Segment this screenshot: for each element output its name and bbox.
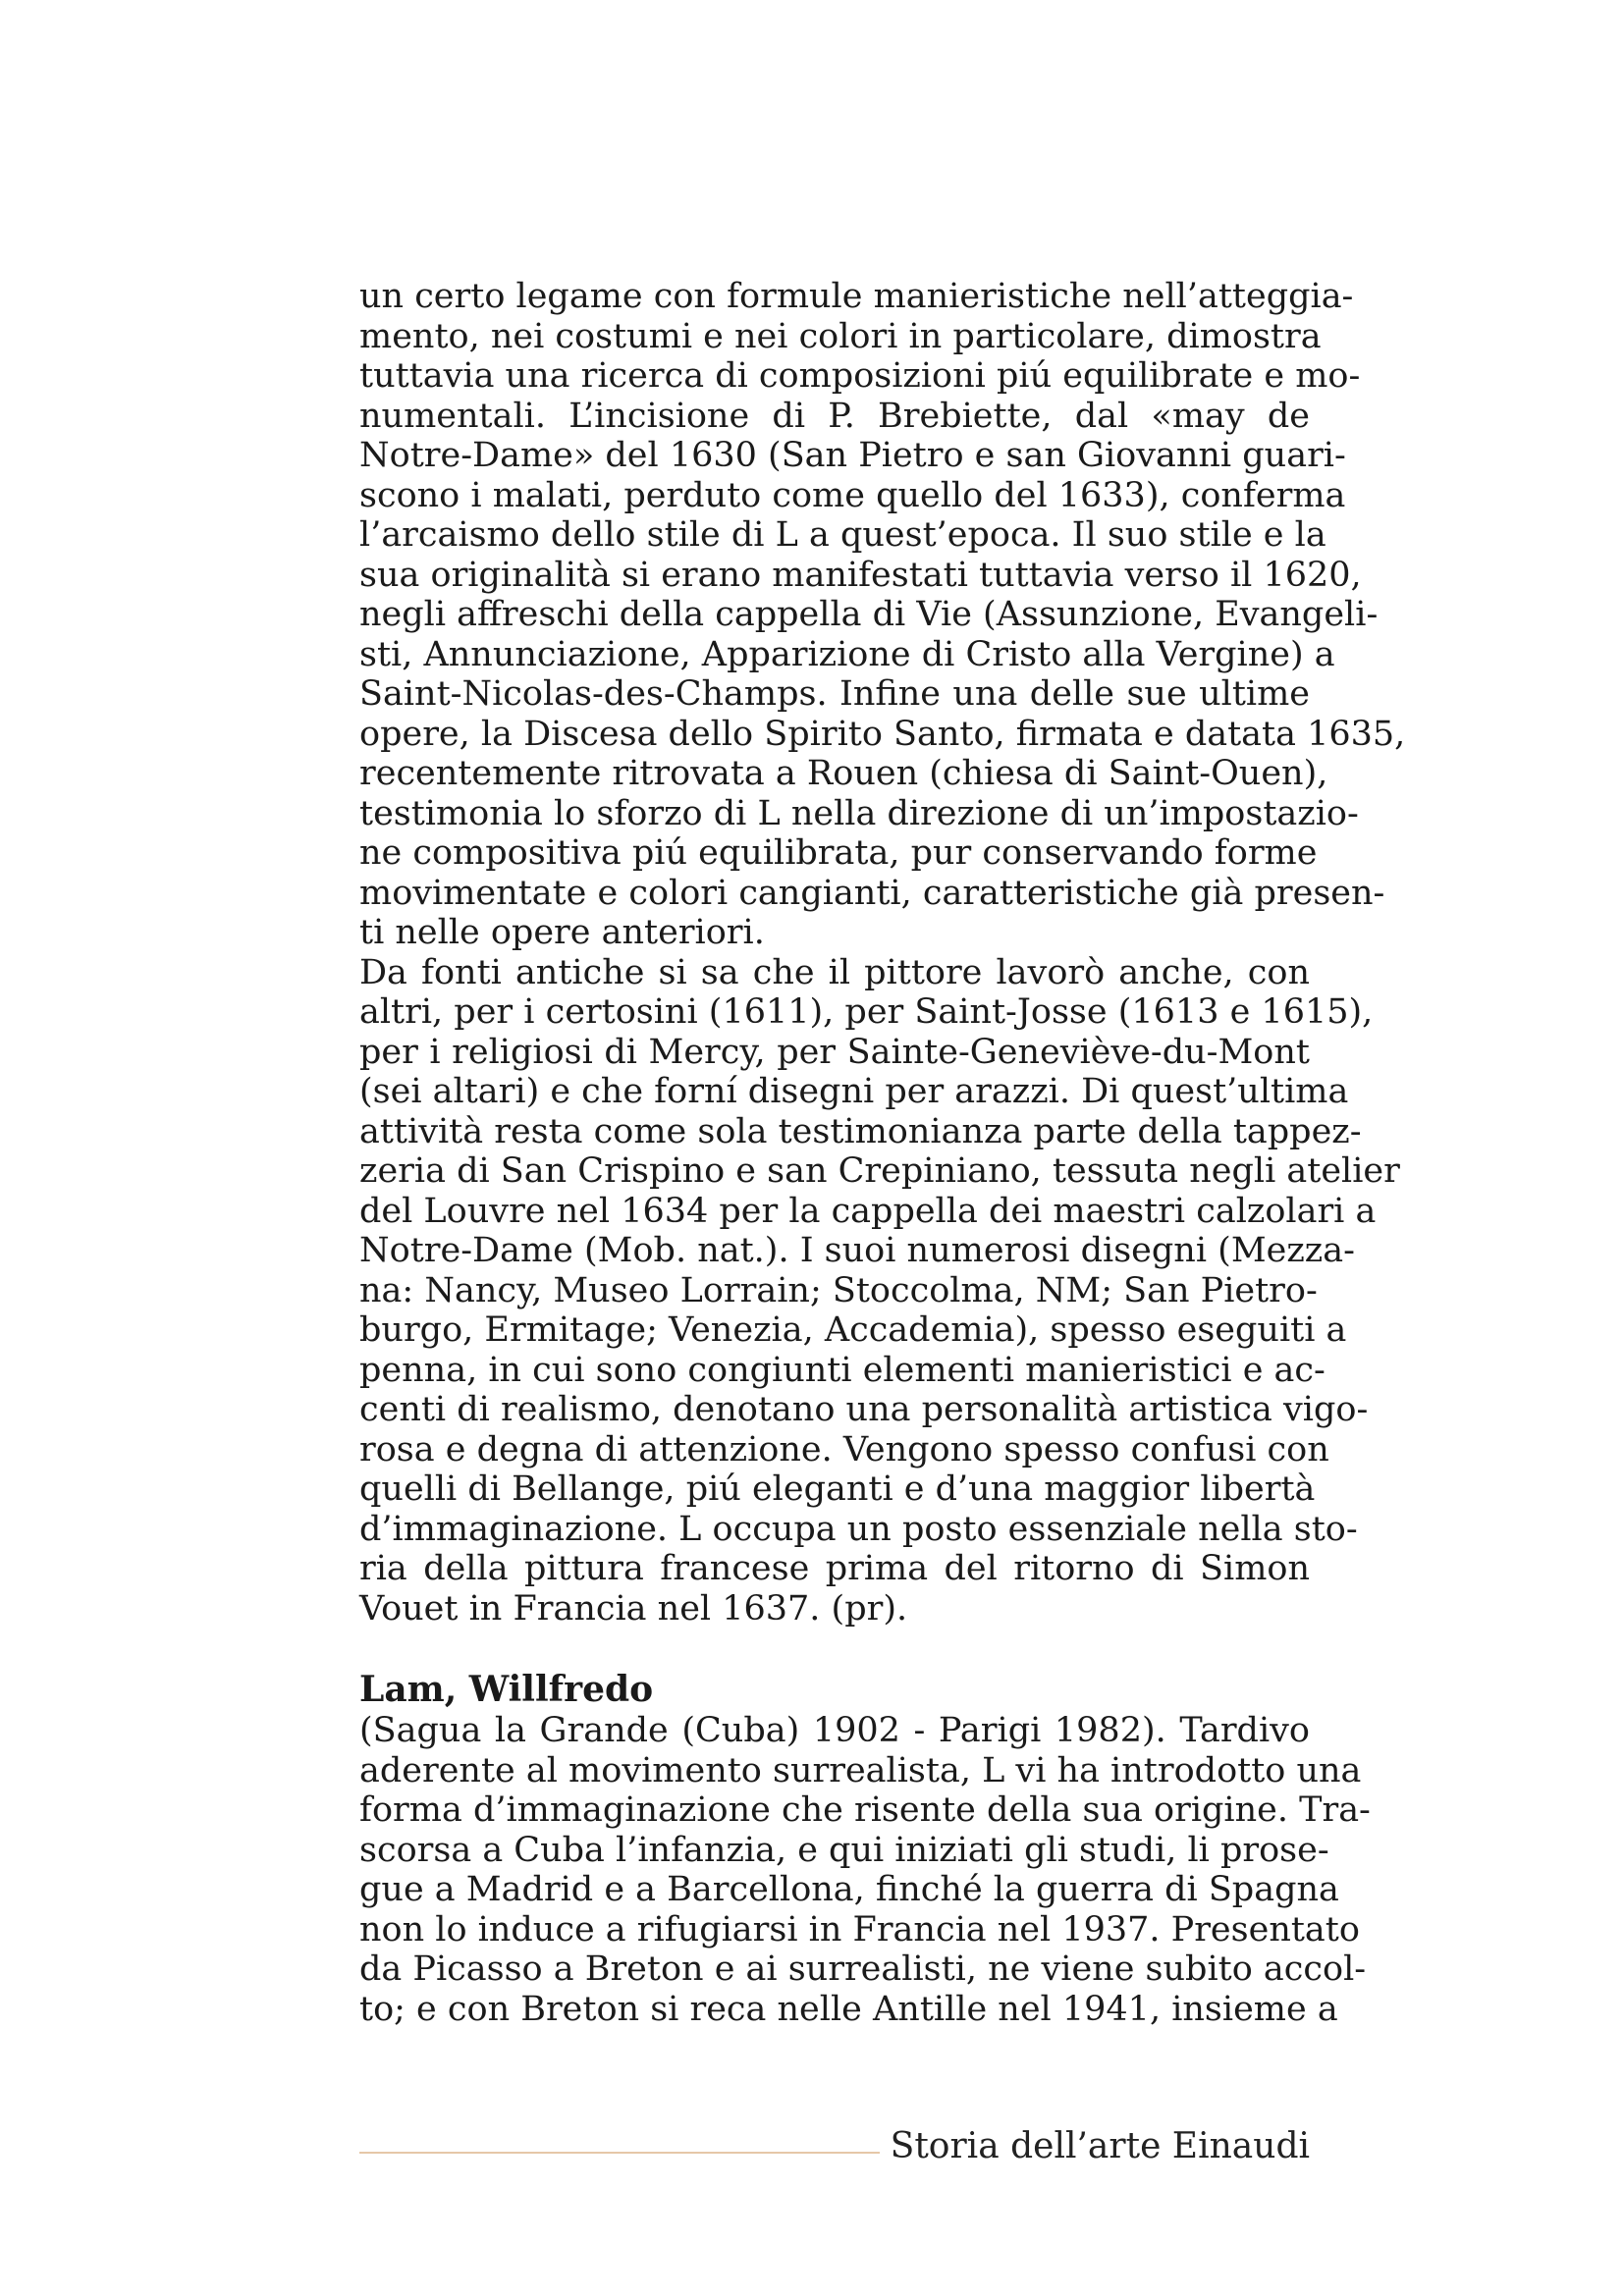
text-line: Da fonti antiche si sa che il pittore lavorò anche, con	[359, 952, 1310, 992]
paragraph-2	[359, 952, 1400, 1629]
text-line: l’arcaismo dello stile di L a quest’epoca. Il suo stile e la	[359, 515, 1326, 555]
text-line: per i religiosi di Mercy, per Sainte-Geneviève-du-Mont	[359, 1032, 1310, 1072]
text-line: scono i malati, perduto come quello del 1633), conferma	[359, 475, 1346, 515]
text-line: da Picasso a Breton e ai surrealisti, ne viene subito accol-	[359, 1949, 1367, 1989]
text-line: zeria di San Crispino e san Crepiniano, tessuta negli atelier	[359, 1151, 1400, 1191]
text-line: ne compositiva piú equilibrata, pur conservando forme	[359, 833, 1318, 873]
text-line: aderente al movimento surrealista, L vi ha introdotto una	[359, 1750, 1362, 1790]
text-line: ti nelle opere anteriori.	[359, 913, 765, 952]
paragraph-1	[359, 277, 1406, 953]
paragraph-3	[359, 1711, 1371, 2029]
text-line: Vouet in Francia nel 1637. (pr).	[359, 1588, 908, 1629]
text-line: scorsa a Cuba l’infanzia, e qui iniziati gli studi, li prose-	[359, 1830, 1329, 1870]
text-line: sti, Annunciazione, Apparizione di Cristo alla Vergine) a	[359, 634, 1335, 674]
text-line: tuttavia una ricerca di composizioni piú equilibrate e mo-	[359, 356, 1361, 396]
text-line: penna, in cui sono congiunti elementi manieristici e ac-	[359, 1350, 1325, 1390]
text-line: opere, la Discesa dello Spirito Santo, firmata e datata 1635,	[359, 714, 1406, 754]
text-line: attività resta come sola testimonianza parte della tappez-	[359, 1111, 1362, 1151]
text-line: centi di realismo, denotano una personalità artistica vigo-	[359, 1390, 1369, 1429]
page-footer	[359, 2122, 1310, 2171]
text-line: movimentate e colori cangianti, caratteristiche già presen-	[359, 873, 1385, 913]
text-line: (sei altari) e che forní disegni per arazzi. Di quest’ultima	[359, 1072, 1349, 1111]
text-line: ria della pittura francese prima del ritorno di Simon	[359, 1549, 1310, 1588]
text-line: Notre-Dame (Mob. nat.). I suoi numerosi disegni (Mezza-	[359, 1231, 1355, 1270]
text-line: forma d’immaginazione che risente della sua origine. Tra-	[359, 1790, 1371, 1830]
text-line: altri, per i certosini (1611), per Saint-Josse (1613 e 1615),	[359, 992, 1374, 1032]
text-line: to; e con Breton si reca nelle Antille nel 1941, insieme a	[359, 1989, 1338, 2029]
text-line: un certo legame con formule manieristiche nell’atteggia-	[359, 277, 1354, 316]
text-line: rosa e degna di attenzione. Vengono spesso confusi con	[359, 1429, 1329, 1469]
text-line: recentemente ritrovata a Rouen (chiesa di Saint-Ouen),	[359, 754, 1328, 793]
text-line: na: Nancy, Museo Lorrain; Stoccolma, NM; San Pietro-	[359, 1270, 1318, 1310]
text-line: burgo, Ermitage; Venezia, Accademia), spesso eseguiti a	[359, 1310, 1347, 1350]
text-line: Saint-Nicolas-des-Champs. Infine una delle sue ultime	[359, 674, 1310, 714]
text-line: sua originalità si erano manifestati tuttavia verso il 1620,	[359, 555, 1362, 595]
text-line: negli affreschi della cappella di Vie (Assunzione, Evangeli-	[359, 595, 1379, 634]
text-line: (Sagua la Grande (Cuba) 1902 - Parigi 1982). Tardivo	[359, 1711, 1310, 1750]
footer-rule	[359, 2152, 880, 2154]
text-line: d’immaginazione. L occupa un posto essenziale nella sto-	[359, 1509, 1358, 1549]
text-line: numentali. L’incisione di P. Brebiette, dal «may de	[359, 396, 1310, 436]
text-line: testimonia lo sforzo di L nella direzione di un’impostazio-	[359, 793, 1359, 833]
text-line: non lo induce a rifugiarsi in Francia nel 1937. Presentato	[359, 1909, 1360, 1949]
text-line: del Louvre nel 1634 per la cappella dei maestri calzolari a	[359, 1191, 1377, 1231]
text-line: Notre-Dame» del 1630 (San Pietro e san Giovanni guari-	[359, 436, 1346, 475]
entry-heading: Lam, Willfredo	[359, 1669, 654, 1710]
footer-title: Storia dell’arte Einaudi	[890, 2126, 1310, 2166]
text-line: gue a Madrid e a Barcellona, finché la guerra di Spagna	[359, 1870, 1339, 1909]
text-line: quelli di Bellange, piú eleganti e d’una maggior libertà	[359, 1469, 1316, 1509]
text-line: mento, nei costumi e nei colori in particolare, dimostra	[359, 316, 1322, 356]
page-body	[359, 277, 1406, 2029]
